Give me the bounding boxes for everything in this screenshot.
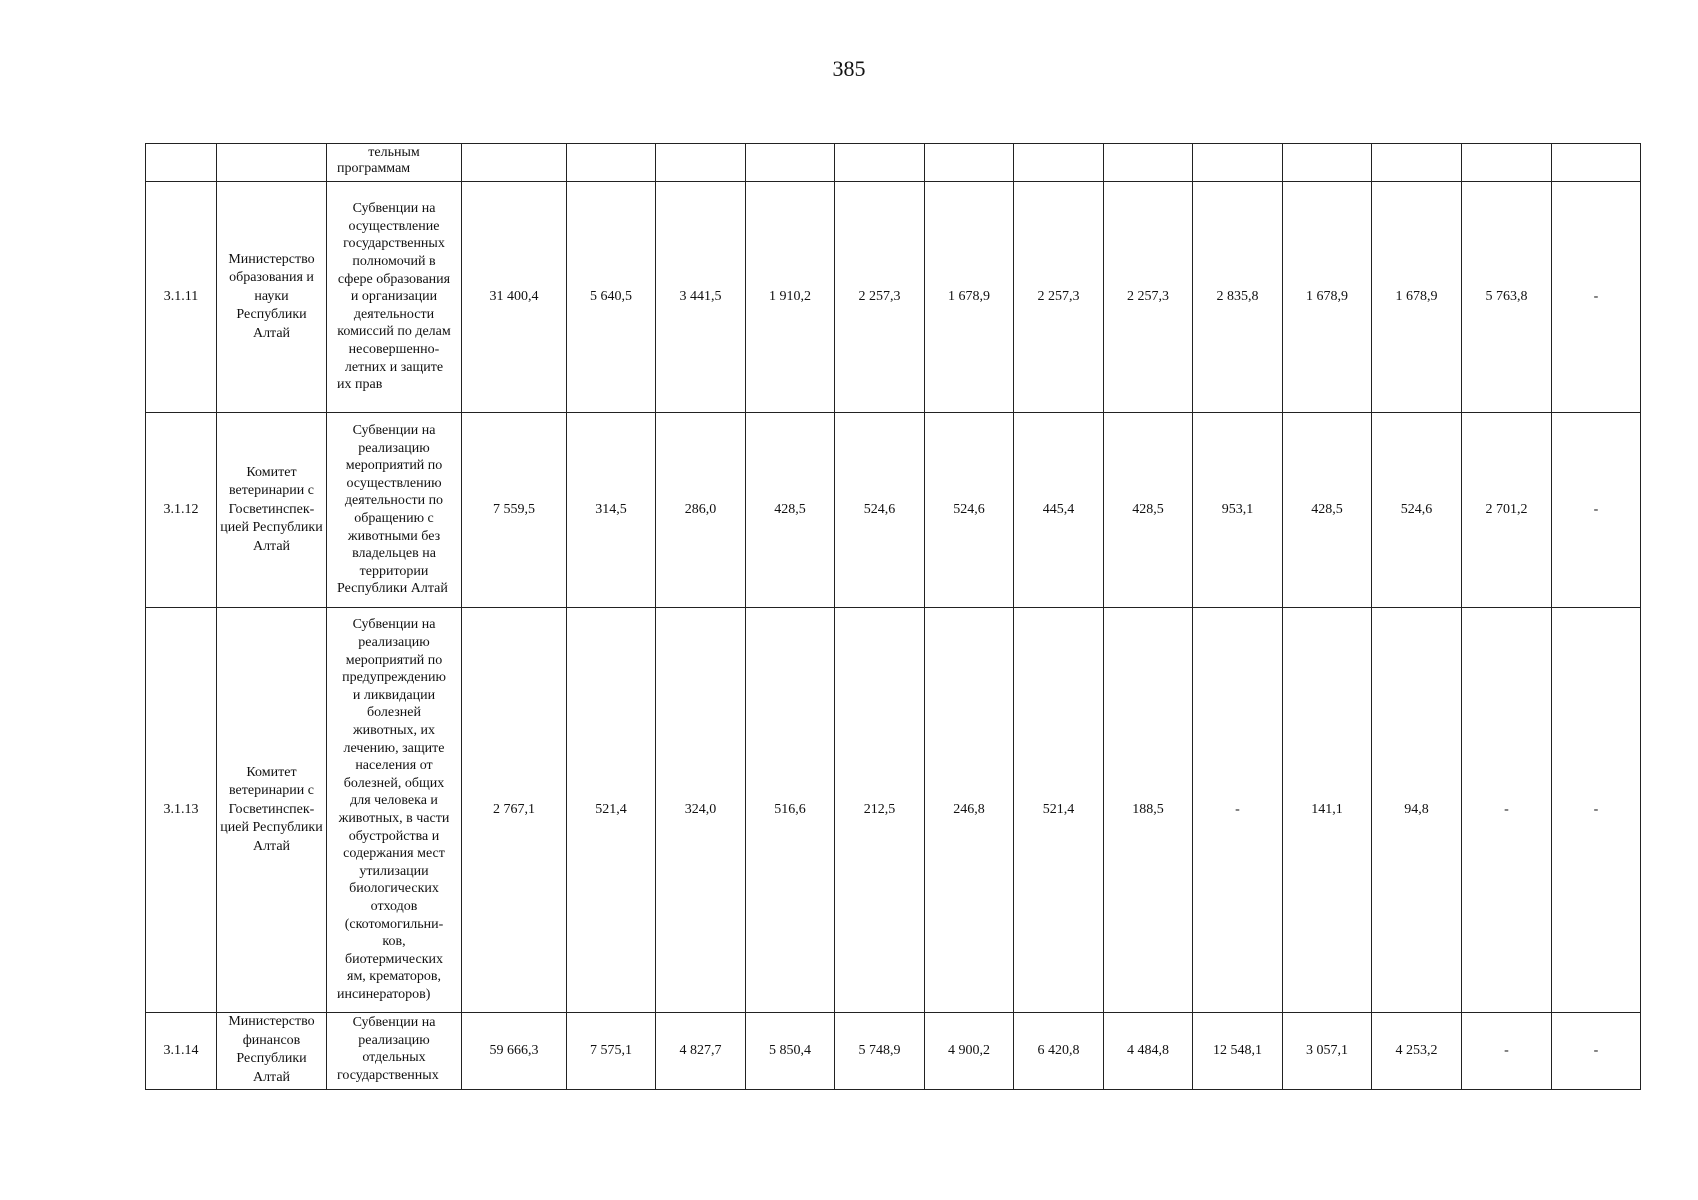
row-organization bbox=[217, 144, 327, 182]
row-code: 3.1.12 bbox=[146, 413, 217, 608]
value-cell: 4 827,7 bbox=[656, 1013, 746, 1090]
value-cell: 12 548,1 bbox=[1193, 1013, 1283, 1090]
value-cell bbox=[1462, 144, 1552, 182]
value-cell: 2 767,1 bbox=[462, 608, 567, 1013]
value-cell: 5 640,5 bbox=[567, 182, 656, 413]
value-cell: 521,4 bbox=[1014, 608, 1104, 1013]
row-description: Субвенции на реализацию отдельных государственных bbox=[327, 1013, 462, 1090]
table-row bbox=[146, 144, 1641, 182]
value-cell: 5 850,4 bbox=[746, 1013, 835, 1090]
row-code: 3.1.11 bbox=[146, 182, 217, 413]
value-cell: - bbox=[1552, 1013, 1641, 1090]
row-description: Субвенции на реализацию мероприятий по осуществлению деятельности по обращению с животными без владельцев на территории Республики Алтай bbox=[327, 413, 462, 608]
value-cell: 6 420,8 bbox=[1014, 1013, 1104, 1090]
value-cell: - bbox=[1193, 608, 1283, 1013]
value-cell: 428,5 bbox=[1104, 413, 1193, 608]
row-code bbox=[146, 144, 217, 182]
table-row bbox=[146, 1013, 1641, 1090]
value-cell: 7 559,5 bbox=[462, 413, 567, 608]
value-cell: 953,1 bbox=[1193, 413, 1283, 608]
value-cell: 2 257,3 bbox=[1014, 182, 1104, 413]
value-cell bbox=[1193, 144, 1283, 182]
value-cell: - bbox=[1552, 413, 1641, 608]
value-cell: 524,6 bbox=[835, 413, 925, 608]
value-cell: 524,6 bbox=[925, 413, 1014, 608]
value-cell: 516,6 bbox=[746, 608, 835, 1013]
value-cell bbox=[567, 144, 656, 182]
row-code: 3.1.14 bbox=[146, 1013, 217, 1090]
row-organization: Комитет ветеринарии с Госветинспек-цией Республики Алтай bbox=[217, 413, 327, 608]
value-cell bbox=[1552, 144, 1641, 182]
value-cell: 4 253,2 bbox=[1372, 1013, 1462, 1090]
row-description: Субвенции на реализацию мероприятий по предупреждению и ликвидации болезней животных, их лечению, защите населения от болезней, общих для человека и животных, в части обустройства и содержания мест утилизации биологических отходов (скотомогильни-ков, биотермических ям, крематоров, инсинераторов) bbox=[327, 608, 462, 1013]
value-cell bbox=[656, 144, 746, 182]
value-cell: - bbox=[1462, 1013, 1552, 1090]
value-cell: 188,5 bbox=[1104, 608, 1193, 1013]
value-cell: 7 575,1 bbox=[567, 1013, 656, 1090]
value-cell: 2 701,2 bbox=[1462, 413, 1552, 608]
row-organization: Комитет ветеринарии с Госветинспек-цией Республики Алтай bbox=[217, 608, 327, 1013]
value-cell: 59 666,3 bbox=[462, 1013, 567, 1090]
value-cell: 5 748,9 bbox=[835, 1013, 925, 1090]
budget-table bbox=[145, 143, 1641, 1090]
value-cell bbox=[925, 144, 1014, 182]
value-cell: 428,5 bbox=[1283, 413, 1372, 608]
value-cell: 314,5 bbox=[567, 413, 656, 608]
value-cell: - bbox=[1552, 608, 1641, 1013]
value-cell: 286,0 bbox=[656, 413, 746, 608]
row-code: 3.1.13 bbox=[146, 608, 217, 1013]
value-cell: 445,4 bbox=[1014, 413, 1104, 608]
value-cell bbox=[1104, 144, 1193, 182]
value-cell: 1 678,9 bbox=[925, 182, 1014, 413]
value-cell: 2 257,3 bbox=[1104, 182, 1193, 413]
value-cell bbox=[462, 144, 567, 182]
value-cell: 3 441,5 bbox=[656, 182, 746, 413]
table-row bbox=[146, 608, 1641, 1013]
value-cell bbox=[1283, 144, 1372, 182]
table-row bbox=[146, 182, 1641, 413]
row-organization: Министерство финансов Республики Алтай bbox=[217, 1013, 327, 1090]
value-cell: 4 484,8 bbox=[1104, 1013, 1193, 1090]
value-cell: 1 678,9 bbox=[1372, 182, 1462, 413]
value-cell: 524,6 bbox=[1372, 413, 1462, 608]
value-cell: 1 910,2 bbox=[746, 182, 835, 413]
value-cell: - bbox=[1552, 182, 1641, 413]
value-cell: 2 835,8 bbox=[1193, 182, 1283, 413]
value-cell bbox=[1014, 144, 1104, 182]
row-organization: Министерство образования и науки Республики Алтай bbox=[217, 182, 327, 413]
value-cell bbox=[835, 144, 925, 182]
value-cell: 212,5 bbox=[835, 608, 925, 1013]
value-cell: 5 763,8 bbox=[1462, 182, 1552, 413]
page-number: 385 bbox=[832, 56, 866, 81]
table-row bbox=[146, 413, 1641, 608]
row-description: Субвенции на осуществление государственных полномочий в сфере образования и организации деятельности комиссий по делам несовершенно-летних и защите их прав bbox=[327, 182, 462, 413]
value-cell: 3 057,1 bbox=[1283, 1013, 1372, 1090]
value-cell: 31 400,4 bbox=[462, 182, 567, 413]
value-cell: 94,8 bbox=[1372, 608, 1462, 1013]
value-cell: 324,0 bbox=[656, 608, 746, 1013]
value-cell: 428,5 bbox=[746, 413, 835, 608]
value-cell: 1 678,9 bbox=[1283, 182, 1372, 413]
value-cell: 141,1 bbox=[1283, 608, 1372, 1013]
value-cell: 246,8 bbox=[925, 608, 1014, 1013]
table-body bbox=[146, 144, 1641, 1090]
value-cell: 521,4 bbox=[567, 608, 656, 1013]
value-cell: 4 900,2 bbox=[925, 1013, 1014, 1090]
value-cell bbox=[1372, 144, 1462, 182]
row-description: тельным программам bbox=[327, 144, 462, 182]
value-cell bbox=[746, 144, 835, 182]
value-cell: - bbox=[1462, 608, 1552, 1013]
value-cell: 2 257,3 bbox=[835, 182, 925, 413]
